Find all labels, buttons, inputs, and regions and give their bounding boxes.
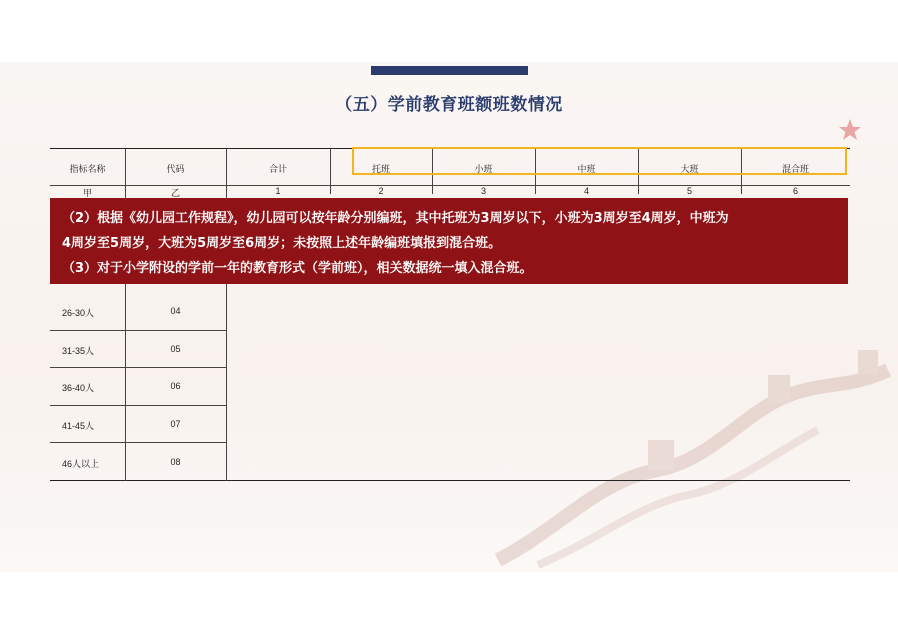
row-code-07: 07 <box>170 419 181 429</box>
row-divider <box>50 367 226 368</box>
row-code-05: 05 <box>170 344 181 354</box>
page-title: （五）学前教育班额班数情况 <box>335 95 563 115</box>
header-middle-class: 中班 <box>577 164 596 174</box>
subheader-cell: 乙 <box>170 188 180 198</box>
header-senior-class: 大班 <box>680 164 699 174</box>
row-label-26-30: 26-30人 <box>62 308 95 318</box>
star-icon <box>838 118 862 142</box>
row-code-06: 06 <box>170 381 181 391</box>
row-label-31-35: 31-35人 <box>62 346 95 356</box>
row-code-08: 08 <box>170 457 181 467</box>
subheader-cell: 6 <box>792 186 798 196</box>
row-label-41-45: 41-45人 <box>62 421 95 431</box>
note-2-line-2: 4周岁至5周岁，大班为5周岁至6周岁；未按照上述年龄编班填报到混合班。 <box>62 236 502 251</box>
header-junior-class: 小班 <box>474 164 493 174</box>
subheader-cell: 4 <box>583 186 589 196</box>
row-divider <box>50 442 226 443</box>
header-indicator-name: 指标名称 <box>69 164 106 174</box>
subheader-cell: 5 <box>686 186 692 196</box>
row-label-36-40: 36-40人 <box>62 383 95 393</box>
class-columns-highlight-box <box>352 147 847 175</box>
subheader-cell: 3 <box>480 186 486 196</box>
subheader-cell: 1 <box>275 186 281 196</box>
header-nursery-class: 托班 <box>371 164 390 174</box>
row-divider <box>50 405 226 406</box>
title-accent-bar <box>371 66 528 75</box>
note-2-line-1: （2）根据《幼儿园工作规程》，幼儿园可以按年龄分别编班，其中托班为3周岁以下，小班为3周岁至4周岁，中班为 <box>62 211 729 226</box>
note-3: （3）对于小学附设的学前一年的教育形式（学前班），相关数据统一填入混合班。 <box>62 261 533 276</box>
row-label-46-plus: 46人以上 <box>62 459 100 469</box>
header-code: 代码 <box>166 164 185 174</box>
row-divider <box>50 330 226 331</box>
table-bottom-border <box>50 480 850 481</box>
explanation-banner <box>50 198 848 284</box>
row-code-04: 04 <box>170 306 181 316</box>
subheader-cell: 甲 <box>82 188 92 198</box>
header-total: 合计 <box>268 164 287 174</box>
header-mixed-class: 混合班 <box>781 164 809 174</box>
subheader-cell: 2 <box>378 186 384 196</box>
